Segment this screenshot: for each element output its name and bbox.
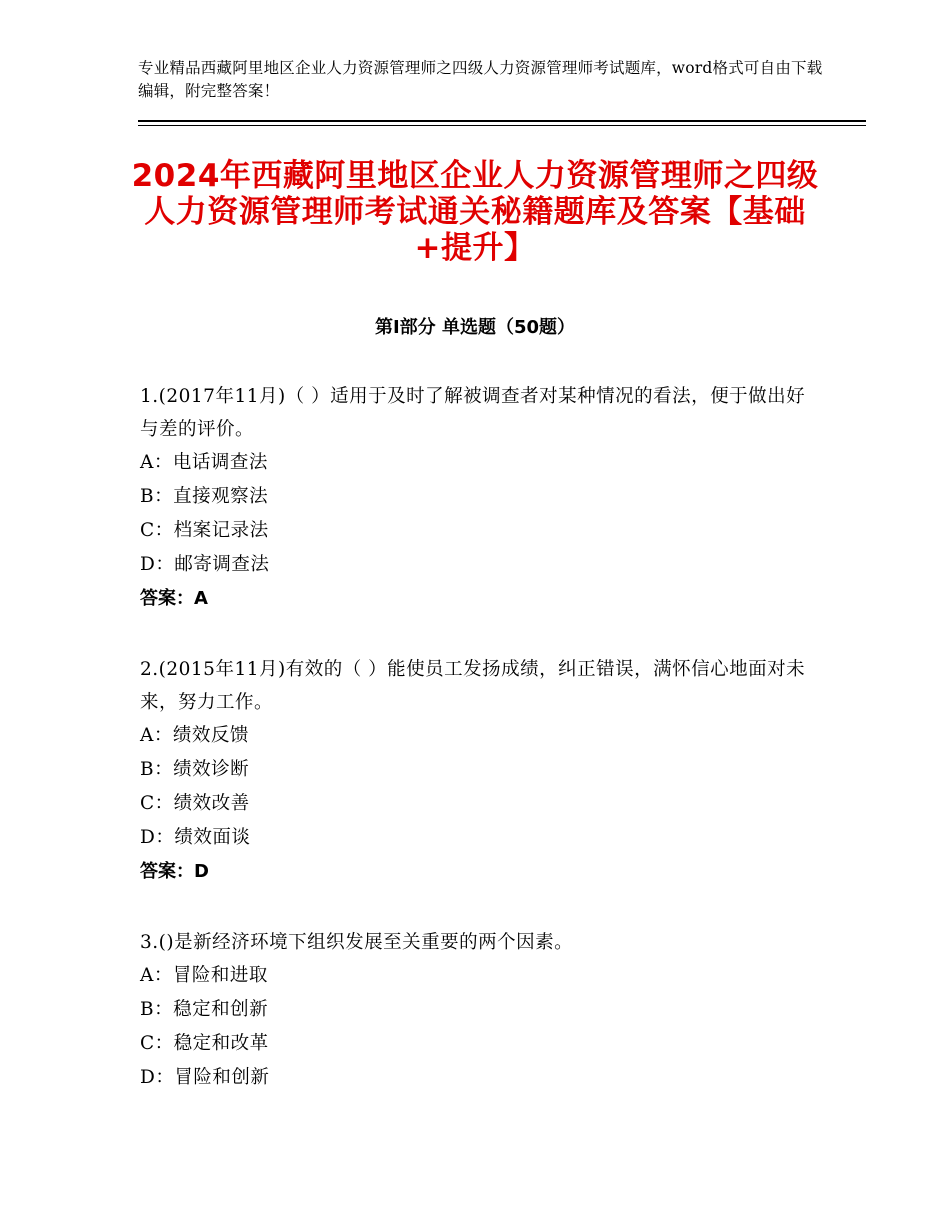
option-b: B：直接观察法 — [140, 486, 269, 507]
question-3 — [140, 926, 820, 1095]
option-a: A：冒险和进取 — [140, 965, 268, 986]
answer: 答案：A — [140, 588, 208, 609]
option-b: B：稳定和创新 — [140, 999, 269, 1020]
question-1 — [140, 380, 820, 616]
option-d: D：邮寄调查法 — [140, 554, 270, 575]
option-b: B：绩效诊断 — [140, 759, 250, 780]
question-2 — [140, 653, 820, 889]
header-rule-thin — [138, 125, 866, 126]
option-c: C：档案记录法 — [140, 520, 269, 541]
question-stem: 2.(2015年11月)有效的（ ）能使员工发扬成绩，纠正错误，满怀信心地面对未来，努力工作。 — [140, 659, 806, 713]
option-a: A：电话调查法 — [140, 452, 268, 473]
header-note: 专业精品西藏阿里地区企业人力资源管理师之四级人力资源管理师考试题库，word格式可自由下载编辑，附完整答案！ — [138, 59, 823, 100]
option-d: D：冒险和创新 — [140, 1067, 270, 1088]
option-d: D：绩效面谈 — [140, 827, 251, 848]
section-title: 第Ⅰ部分 单选题（50题） — [374, 317, 575, 338]
header-rule-thick — [138, 120, 866, 122]
option-c: C：稳定和改革 — [140, 1033, 269, 1054]
document-title: 2024年西藏阿里地区企业人力资源管理师之四级人力资源管理师考试通关秘籍题库及答案【基础+提升】 — [131, 158, 819, 266]
question-stem: 3.()是新经济环境下组织发展至关重要的两个因素。 — [140, 932, 574, 953]
option-a: A：绩效反馈 — [140, 725, 249, 746]
answer: 答案：D — [140, 861, 209, 882]
question-stem: 1.(2017年11月)（ ）适用于及时了解被调查者对某种情况的看法，便于做出好与差的评价。 — [140, 386, 806, 440]
option-c: C：绩效改善 — [140, 793, 250, 814]
